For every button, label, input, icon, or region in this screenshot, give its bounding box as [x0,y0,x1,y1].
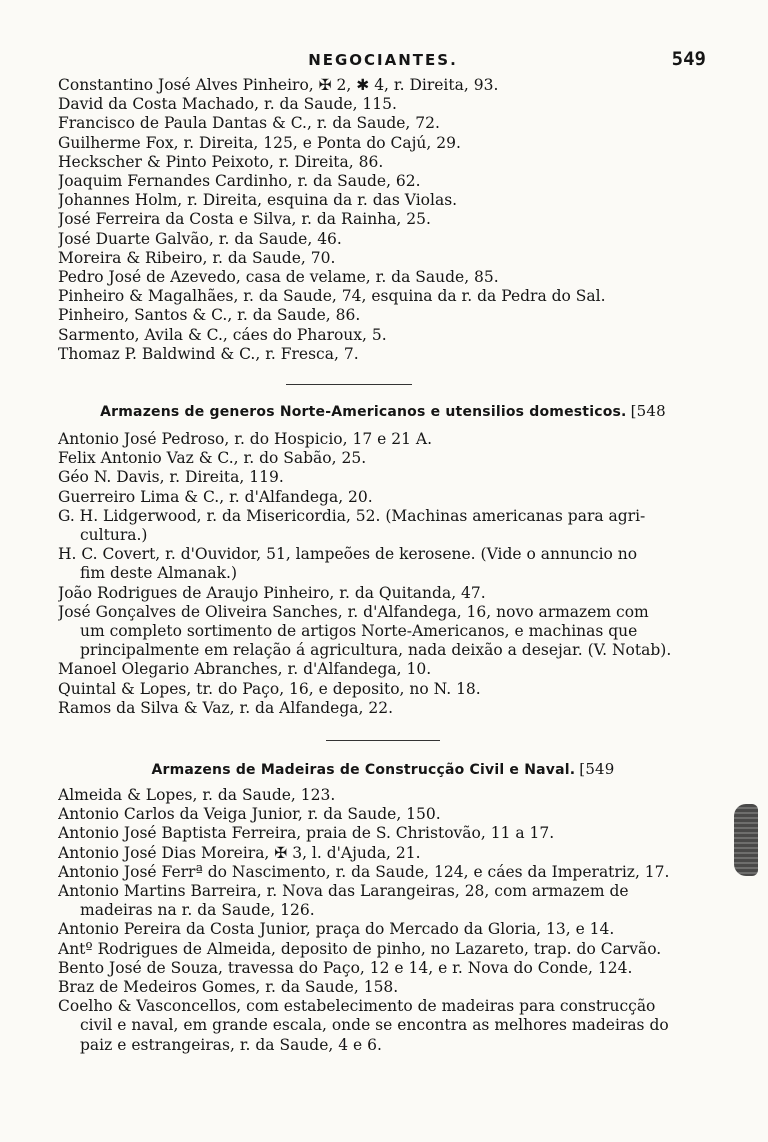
list-item: João Rodrigues de Araujo Pinheiro, r. da Quitanda, 47. [58,583,486,602]
list-item: Thomaz P. Baldwind & C., r. Fresca, 7. [58,344,359,363]
list-item: Guilherme Fox, r. Direita, 125, e Ponta do Cajú, 29. [58,133,461,152]
list-item: H. C. Covert, r. d'Ouvidor, 51, lampeões de kerosene. (Vide o annuncio no [58,545,638,564]
list-item: Antº Rodrigues de Almeida, deposito de pinho, no Lazareto, trap. do Carvão. [58,939,662,958]
list-item: Heckscher & Pinto Peixoto, r. Direita, 86. [58,152,384,171]
list-item: Pedro José de Azevedo, casa de velame, r. da Saude, 85. [58,268,499,287]
section-code: [548 [630,402,666,420]
list-item-continuation: paiz e estrangeiras, r. da Saude, 4 e 6. [80,1035,382,1054]
list-item: Manoel Olegario Abranches, r. d'Alfandega, 10. [58,660,432,679]
list-item: Coelho & Vasconcellos, com estabelecimento de madeiras para construcção [58,997,656,1016]
list-item-continuation: civil e naval, em grande escala, onde se encontra as melhores madeiras do [80,1016,669,1035]
timber-list [58,786,706,1055]
section-heading-text: Armazens de generos Norte-Americanos e utensilios domesticos. [100,404,627,420]
list-item: Johannes Holm, r. Direita, esquina da r. das Violas. [58,191,458,210]
list-item: Antonio Martins Barreira, r. Nova das Larangeiras, 28, com armazem de [58,882,629,901]
section-divider [286,384,412,385]
list-item-continuation: cultura.) [80,526,148,545]
list-item: José Gonçalves de Oliveira Sanches, r. d'Alfandega, 16, novo armazem com [58,602,649,621]
list-item: Antonio José Pedroso, r. do Hospicio, 17 e 21 A. [58,430,433,448]
list-item: Antonio José Baptista Ferreira, praia de S. Christovão, 11 a 17. [58,824,555,843]
list-item: Joaquim Fernandes Cardinho, r. da Saude, 62. [58,172,421,191]
page-number: 549 [671,48,706,70]
section-divider [326,740,440,741]
list-item: Géo N. Davis, r. Direita, 119. [58,468,284,487]
list-item: Sarmento, Avila & C., cáes do Pharoux, 5. [58,325,387,344]
section-code: [549 [579,760,615,778]
running-title: NEGOCIANTES. [308,51,458,69]
list-item: Quintal & Lopes, tr. do Paço, 16, e deposito, no N. 18. [58,679,481,698]
list-item-continuation: fim deste Almanak.) [80,564,238,583]
list-item-continuation: madeiras na r. da Saude, 126. [80,901,315,920]
list-item: Constantino José Alves Pinheiro, ✠ 2, ✱ 4, r. Direita, 93. [58,76,499,94]
section-heading [60,402,706,420]
list-item: Antonio José Ferrª do Nascimento, r. da Saude, 124, e cáes da Imperatriz, 17. [58,862,670,881]
binding-blot-mark [734,804,758,876]
list-item: Pinheiro, Santos & C., r. da Saude, 86. [58,306,361,325]
list-item: Moreira & Ribeiro, r. da Saude, 70. [58,248,336,267]
list-item: Francisco de Paula Dantas & C., r. da Saude, 72. [58,114,440,133]
list-item: Felix Antonio Vaz & C., r. do Sabão, 25. [58,449,367,468]
section-heading-text: Armazens de Madeiras de Construcção Civil e Naval. [151,762,576,778]
american-goods-list [58,430,706,718]
list-item-continuation: um completo sortimento de artigos Norte-Americanos, e machinas que [80,622,638,641]
list-item: Almeida & Lopes, r. da Saude, 123. [58,786,336,804]
list-item: David da Costa Machado, r. da Saude, 115. [58,95,397,114]
list-item: Antonio José Dias Moreira, ✠ 3, l. d'Ajuda, 21. [58,843,421,862]
list-item: José Duarte Galvão, r. da Saude, 46. [58,229,342,248]
list-item: Bento José de Souza, travessa do Paço, 12 e 14, e r. Nova do Conde, 124. [58,958,633,977]
merchant-list [58,76,706,364]
list-item: Pinheiro & Magalhães, r. da Saude, 74, esquina da r. da Pedra do Sal. [58,287,606,306]
list-item: José Ferreira da Costa e Silva, r. da Rainha, 25. [58,210,431,229]
list-item: Guerreiro Lima & C., r. d'Alfandega, 20. [58,487,373,506]
list-item: Antonio Pereira da Costa Junior, praça do Mercado da Gloria, 13, e 14. [58,920,615,939]
list-item: Ramos da Silva & Vaz, r. da Alfandega, 22. [58,698,394,717]
list-item: Braz de Medeiros Gomes, r. da Saude, 158. [58,978,399,997]
page-header [60,48,706,72]
list-item: Antonio Carlos da Veiga Junior, r. da Saude, 150. [58,805,441,824]
list-item-continuation: principalmente em relação á agricultura, nada deixão a desejar. (V. Notab). [80,641,672,660]
list-item: G. H. Lidgerwood, r. da Misericordia, 52. (Machinas americanas para agri- [58,506,646,525]
section-heading [60,760,706,778]
